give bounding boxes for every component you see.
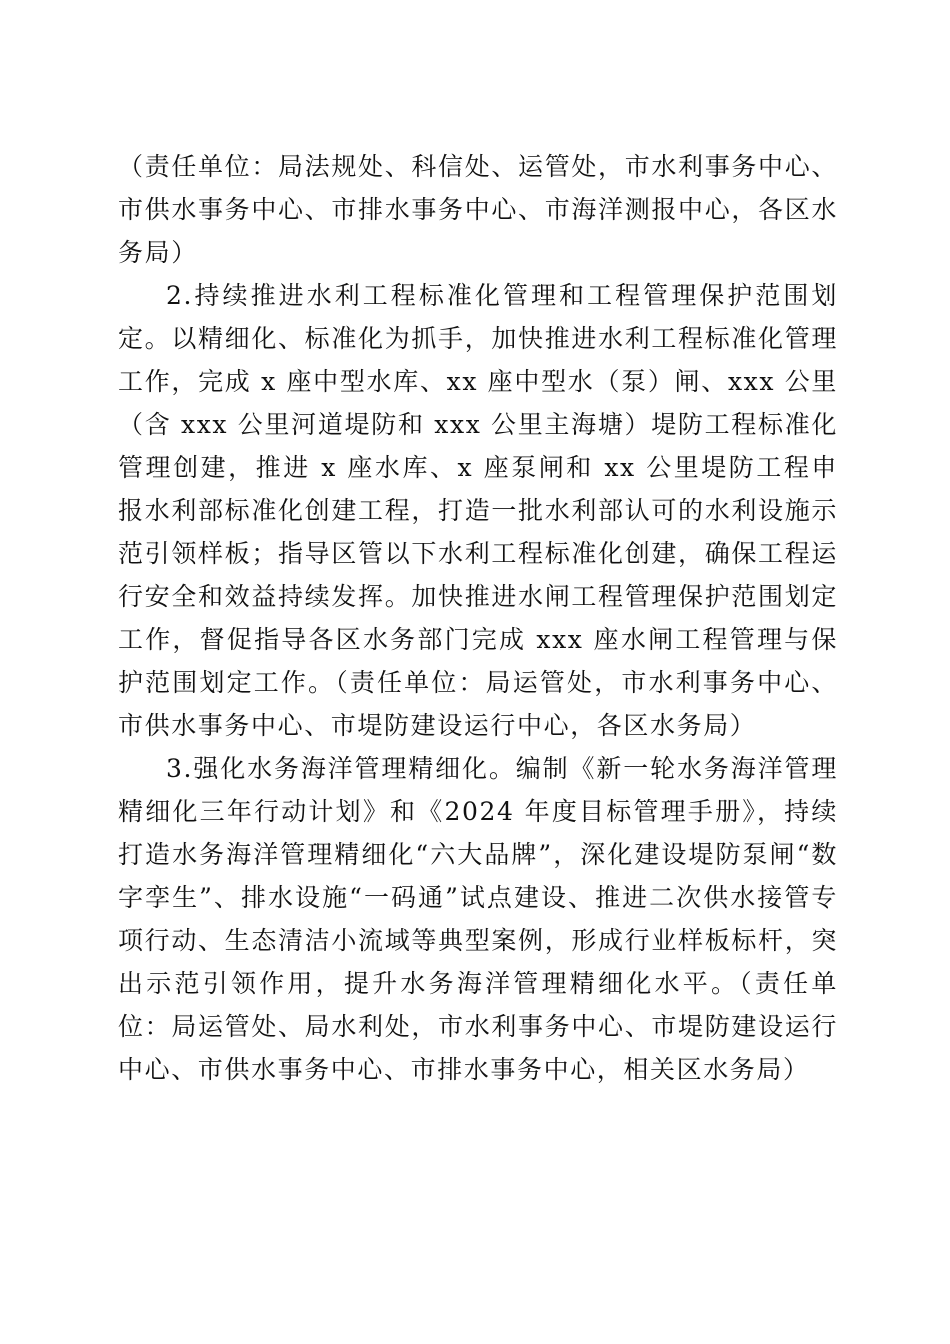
paragraph-responsible-units-continued: （责任单位：局法规处、科信处、运管处，市水利事务中心、市供水事务中心、市排水事务中心、市海洋测报中心，各区水务局） [118,152,838,267]
paragraph-item-3-refinement: 3.强化水务海洋管理精细化。编制《新一轮水务海洋管理精细化三年行动计划》和《2024 年度目标管理手册》，持续打造水务海洋管理精细化“六大品牌”，深化建设堤防泵闸“数字孪生”、排水设施“一码通”试点建设、推进二次供水接管专项行动、生态清洁小流域等典型案例，形成行业样板标杆，突出示范引领作用，提升水务海洋管理精细化水平。（责任单位：局运管处、局水利处，市水利事务中心、市堤防建设运行中心、市供水事务中心、市排水事务中心，相关区水务局） [118,754,838,1084]
document-body [118,145,838,1091]
paragraph-item-2-standardization: 2.持续推进水利工程标准化管理和工程管理保护范围划定。以精细化、标准化为抓手，加快推进水利工程标准化管理工作，完成 x 座中型水库、xx 座中型水（泵）闸、xxx 公里（含 xxx 公里河道堤防和 xxx 公里主海塘）堤防工程标准化管理创建，推进 x 座水库、x 座泵闸和 xx 公里堤防工程申报水利部标准化创建工程，打造一批水利部认可的水利设施示范引领样板；指导区管以下水利工程标准化创建，确保工程运行安全和效益持续发挥。加快推进水闸工程管理保护范围划定工作，督促指导各区水务部门完成 xxx 座水闸工程管理与保护范围划定工作。（责任单位：局运管处，市水利事务中心、市供水事务中心、市堤防建设运行中心，各区水务局） [118,281,838,740]
